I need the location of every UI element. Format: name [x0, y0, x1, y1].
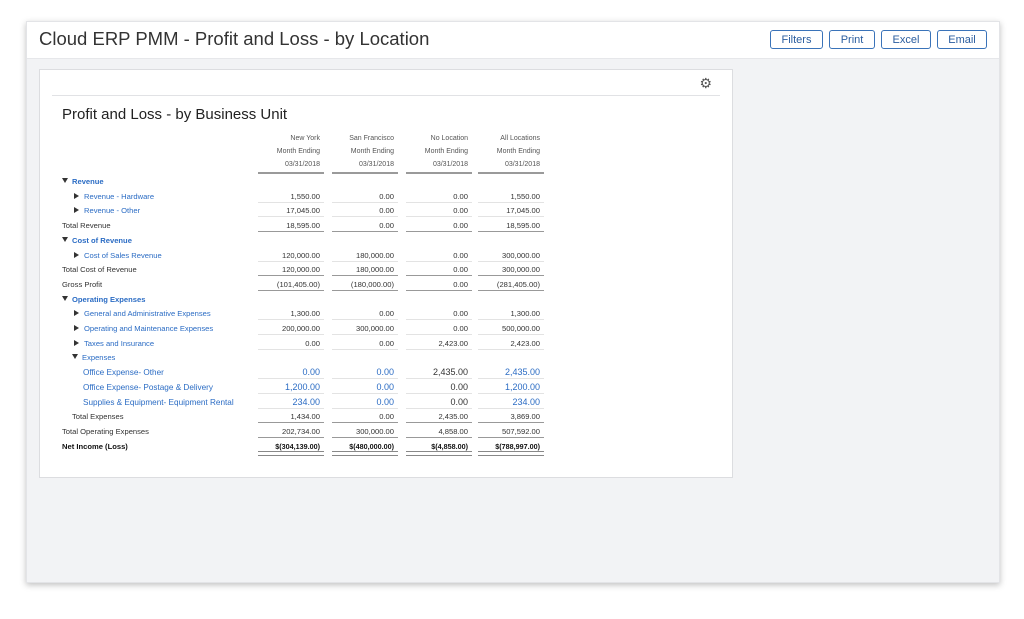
report-title: Profit and Loss - by Business Unit: [62, 106, 288, 123]
row-label: Revenue: [72, 177, 104, 186]
cell-rule: [478, 216, 544, 217]
cell-value: 0.00: [453, 265, 468, 275]
cell-value: 0.00: [379, 221, 394, 231]
card-header: [52, 70, 720, 96]
row-label: Total Expenses: [72, 412, 124, 422]
cell-value: 0.00: [453, 191, 468, 201]
table-row[interactable]: [62, 337, 554, 350]
top-bar: [27, 22, 999, 59]
caret-down-icon[interactable]: [72, 354, 78, 359]
cell-value[interactable]: 1,200.00: [504, 381, 540, 392]
cell-value: 2,423.00: [510, 338, 540, 348]
cell-value: 1,434.00: [290, 412, 320, 422]
caret-right-icon[interactable]: [74, 310, 79, 316]
cell-value[interactable]: 0.00: [376, 381, 394, 392]
table-row[interactable]: [62, 366, 554, 379]
column-header-date: 03/31/2018: [284, 161, 320, 168]
cell-value: 200,000.00: [281, 324, 320, 333]
section-row[interactable]: [62, 234, 554, 247]
cell-value[interactable]: 0.00: [450, 381, 468, 392]
caret-right-icon[interactable]: [74, 207, 79, 213]
cell-value: 180,000.00: [355, 250, 394, 260]
cell-value[interactable]: 1,200.00: [284, 381, 320, 392]
cell-rule: [478, 290, 544, 291]
cell-value: 0.00: [379, 309, 394, 319]
cell-value: $(304,139.00): [275, 441, 320, 451]
row-label: Total Cost of Revenue: [62, 265, 137, 275]
row-label: Operating Expenses: [72, 294, 146, 304]
column-header-period: Month Ending: [350, 148, 394, 155]
cell-value[interactable]: 234.00: [292, 396, 320, 407]
cell-value: 3,869.00: [510, 412, 540, 422]
report-card: [39, 69, 733, 478]
cell-rule: [478, 202, 544, 203]
caret-right-icon[interactable]: [74, 252, 79, 258]
caret-right-icon[interactable]: [74, 325, 79, 331]
cell-value: $(788,997.00): [495, 441, 540, 451]
table-row[interactable]: [62, 396, 554, 409]
row-label: Revenue - Other: [84, 206, 141, 216]
cell-rule: [478, 334, 544, 335]
cell-value: 0.00: [453, 279, 468, 289]
cell-value: 0.00: [379, 206, 394, 216]
column-header-location: No Location: [430, 135, 468, 142]
toolbar: [770, 30, 987, 49]
cell-value: 180,000.00: [355, 265, 394, 275]
cell-value: 300,000.00: [501, 265, 540, 275]
column-header-rule: [406, 172, 472, 174]
app-window: [26, 21, 1000, 583]
total-row: [62, 425, 554, 438]
cell-value: 1,550.00: [290, 191, 320, 201]
table-row[interactable]: [62, 381, 554, 394]
column-header-period: Month Ending: [424, 148, 468, 155]
column-header-location: San Francisco: [349, 135, 394, 142]
cell-value: 17,045.00: [506, 206, 540, 216]
column-header-period: Month Ending: [496, 148, 540, 155]
cell-value[interactable]: 0.00: [302, 367, 320, 378]
cell-value: 120,000.00: [281, 265, 320, 275]
email-button[interactable]: Email: [937, 30, 987, 49]
cell-value: 120,000.00: [281, 250, 320, 260]
row-label: Total Operating Expenses: [62, 426, 149, 436]
cell-value[interactable]: 0.00: [376, 396, 394, 407]
caret-right-icon[interactable]: [74, 340, 79, 346]
total-row: [62, 440, 554, 453]
caret-down-icon[interactable]: [62, 178, 68, 183]
column-header-date: 03/31/2018: [432, 161, 468, 168]
cell-value: 4,858.00: [438, 426, 468, 436]
row-label: Gross Profit: [62, 279, 103, 289]
cell-rule: [478, 451, 544, 456]
cell-value: (101,405.00): [276, 279, 320, 289]
total-row: [62, 263, 554, 276]
row-label: Revenue - Hardware: [84, 191, 155, 201]
cell-value: $(4,858.00): [431, 441, 468, 451]
row-label: General and Administrative Expenses: [84, 309, 211, 319]
column-header-period: Month Ending: [276, 148, 320, 155]
table-row[interactable]: [62, 249, 554, 262]
column-header-date: 03/31/2018: [358, 161, 394, 168]
row-label: Cost of Sales Revenue: [84, 250, 162, 260]
table-row[interactable]: [62, 204, 554, 217]
cell-value: 0.00: [379, 412, 394, 422]
cell-value: 0.00: [453, 221, 468, 231]
print-button[interactable]: Print: [829, 30, 875, 49]
column-header-location: All Locations: [500, 135, 540, 142]
row-label: Operating and Maintenance Expenses: [84, 324, 214, 333]
row-label: Net Income (Loss): [62, 441, 128, 451]
row-label: Office Expense- Other: [83, 368, 164, 378]
cell-value[interactable]: 2,435.00: [432, 367, 468, 378]
cell-value: 507,592.00: [501, 426, 540, 436]
cell-rule: [478, 261, 544, 262]
cell-rule: [478, 275, 544, 276]
cell-value: 300,000.00: [501, 250, 540, 260]
cell-value: 17,045.00: [286, 206, 320, 216]
cell-value: 0.00: [305, 338, 320, 348]
cell-value: 0.00: [379, 191, 394, 201]
row-label: Office Expense- Postage & Delivery: [83, 382, 214, 392]
cell-value[interactable]: 2,435.00: [504, 367, 540, 378]
cell-value: 202,734.00: [281, 426, 320, 436]
cell-value[interactable]: 234.00: [512, 396, 540, 407]
row-label: Cost of Revenue: [72, 235, 132, 245]
cell-value[interactable]: 0.00: [376, 367, 394, 378]
section-row[interactable]: [62, 351, 554, 364]
cell-rule: [478, 393, 544, 394]
cell-value: 0.00: [453, 206, 468, 216]
cell-value: 18,595.00: [286, 221, 320, 231]
cell-rule: [478, 408, 544, 409]
column-header-location: New York: [290, 135, 320, 142]
cell-value: 300,000.00: [355, 324, 394, 333]
cell-rule: [478, 319, 544, 320]
cell-value: 1,550.00: [510, 191, 540, 201]
cell-value: (180,000.00): [350, 279, 394, 289]
cell-value: 500,000.00: [501, 324, 540, 333]
row-label: Taxes and Insurance: [84, 338, 155, 348]
cell-value: 2,423.00: [438, 338, 468, 348]
cell-value: 0.00: [453, 324, 468, 333]
column-header-date: 03/31/2018: [504, 161, 540, 168]
cell-value: 2,435.00: [438, 412, 468, 422]
table-row[interactable]: [62, 322, 554, 335]
cell-value[interactable]: 0.00: [450, 396, 468, 407]
excel-button[interactable]: Excel: [881, 30, 931, 49]
table-row[interactable]: [62, 190, 554, 203]
row-label: Expenses: [82, 353, 116, 363]
caret-right-icon[interactable]: [74, 193, 79, 199]
cell-value: 0.00: [453, 309, 468, 319]
cell-value: 1,300.00: [290, 309, 320, 319]
app-title: Cloud ERP PMM - Profit and Loss - by Location: [39, 28, 430, 49]
cell-value: 0.00: [453, 250, 468, 260]
gear-icon[interactable]: ⚙: [699, 75, 712, 91]
cell-value: 1,300.00: [510, 309, 540, 319]
caret-down-icon[interactable]: [62, 296, 68, 301]
row-label: Total Revenue: [62, 221, 111, 231]
cell-rule: [478, 231, 544, 232]
cell-value: 0.00: [379, 338, 394, 348]
row-label: Supplies & Equipment- Equipment Rental: [83, 397, 234, 407]
filters-button[interactable]: Filters: [770, 30, 823, 49]
section-row[interactable]: [62, 175, 554, 188]
column-header-rule: [332, 172, 398, 174]
cell-value: (281,405.00): [496, 279, 540, 289]
total-row: [62, 278, 554, 291]
caret-down-icon[interactable]: [62, 237, 68, 242]
cell-value: $(480,000.00): [349, 441, 394, 451]
cell-value: 300,000.00: [355, 426, 394, 436]
cell-rule: [478, 422, 544, 423]
table-row[interactable]: [62, 307, 554, 320]
total-row: [62, 410, 554, 423]
cell-rule: [478, 349, 544, 350]
column-header-rule: [478, 172, 544, 174]
column-header-rule: [258, 172, 324, 174]
cell-rule: [478, 437, 544, 438]
cell-rule: [478, 378, 544, 379]
section-row[interactable]: [62, 293, 554, 306]
cell-value: 18,595.00: [506, 221, 540, 231]
total-row: [62, 219, 554, 232]
